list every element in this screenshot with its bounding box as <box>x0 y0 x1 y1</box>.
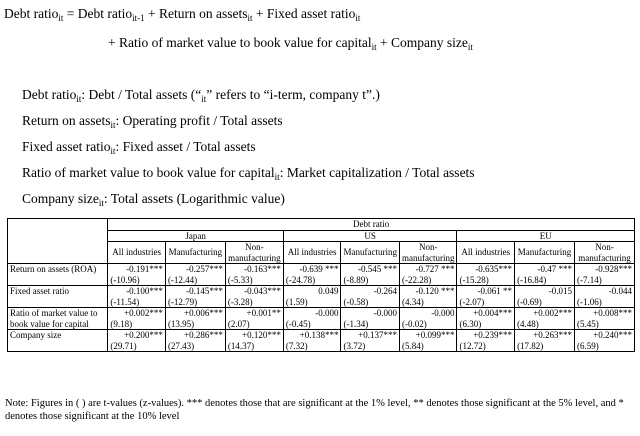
coefficient-cell: -0.257*** <box>165 264 225 275</box>
t-value-cell: (29.71) <box>108 341 166 352</box>
t-value-cell: (17.82) <box>515 341 575 352</box>
t-value-cell: (9.18) <box>108 319 166 330</box>
coefficient-cell: -0.163*** <box>225 264 283 275</box>
t-value-cell: (12.72) <box>457 341 515 352</box>
t-value-cell: (-1.06) <box>575 297 635 308</box>
region-japan: Japan <box>108 230 284 242</box>
t-value-cell: (-8.89) <box>341 275 399 286</box>
col-non-manufacturing: Non-manufacturing <box>575 242 635 264</box>
equation-line-2: + Ratio of market value to book value for capital$_{it}$ + Company size$_{it}$ <box>108 35 473 52</box>
t-value-cell: (-0.58) <box>341 297 399 308</box>
col-manufacturing: Manufacturing <box>515 242 575 264</box>
t-value-cell: (6.59) <box>575 341 635 352</box>
coefficient-cell: -0.145*** <box>165 286 225 297</box>
definition-company-size: Company size$_{it}$: Total assets (Logarithmic value) <box>22 191 285 208</box>
coefficient-cell: -0.191*** <box>108 264 166 275</box>
coefficient-cell: -0.044 <box>575 286 635 297</box>
definition-fixed-asset-ratio: Fixed asset ratio$_{it}$: Fixed asset / Total assets <box>22 139 256 156</box>
t-value-cell: (3.72) <box>341 341 399 352</box>
t-value-cell: (-24.78) <box>283 275 341 286</box>
t-value-cell: (-12.79) <box>165 297 225 308</box>
region-us: US <box>283 230 457 242</box>
coefficient-cell: +0.120*** <box>225 330 283 341</box>
coefficient-cell: +0.200*** <box>108 330 166 341</box>
col-manufacturing: Manufacturing <box>165 242 225 264</box>
coefficient-cell: +0.004*** <box>457 308 515 319</box>
t-value-cell: (2.07) <box>225 319 283 330</box>
definition-return-on-assets: Return on assets$_{it}$: Operating profit / Total assets <box>22 113 283 130</box>
row-label: Fixed asset ratio <box>8 286 108 308</box>
t-value-cell: (4.34) <box>399 297 456 308</box>
table-title: Debt ratio <box>108 219 635 231</box>
t-value-cell: (-0.02) <box>399 319 456 330</box>
coefficient-cell: +0.138*** <box>283 330 341 341</box>
corner-cell <box>8 219 108 264</box>
coefficient-cell: -0.000 <box>399 308 456 319</box>
coefficient-cell: -0.635*** <box>457 264 515 275</box>
t-value-cell: (5.45) <box>575 319 635 330</box>
results-table <box>7 218 635 352</box>
t-value-cell: (-22.28) <box>399 275 456 286</box>
region-eu: EU <box>457 230 635 242</box>
definition-debt-ratio: Debt ratio$_{it}$: Debt / Total assets (“$_{it}$” refers to “i-term, company t”.) <box>22 87 380 104</box>
coefficient-cell: +0.002*** <box>515 308 575 319</box>
t-value-cell: (13.95) <box>165 319 225 330</box>
table-row <box>8 330 635 341</box>
col-non-manufacturing: Non-manufacturing <box>225 242 283 264</box>
coefficient-cell: -0.120 *** <box>399 286 456 297</box>
table-header-row <box>8 219 635 231</box>
t-value-cell: (7.32) <box>283 341 341 352</box>
t-value-cell: (-7.14) <box>575 275 635 286</box>
t-value-cell: (27.43) <box>165 341 225 352</box>
row-label: Company size <box>8 330 108 352</box>
col-all-industries: All industries <box>108 242 166 264</box>
coefficient-cell: -0.639 *** <box>283 264 341 275</box>
t-value-cell: (-2.07) <box>457 297 515 308</box>
t-value-cell: (-12.44) <box>165 275 225 286</box>
coefficient-cell: -0.000 <box>341 308 399 319</box>
coefficient-cell: +0.008*** <box>575 308 635 319</box>
t-value-cell: (-0.45) <box>283 319 341 330</box>
coefficient-cell: -0.545 *** <box>341 264 399 275</box>
coefficient-cell: -0.000 <box>283 308 341 319</box>
coefficient-cell: +0.137*** <box>341 330 399 341</box>
coefficient-cell: -0.100*** <box>108 286 166 297</box>
t-value-cell: (-16.84) <box>515 275 575 286</box>
coefficient-cell: +0.240*** <box>575 330 635 341</box>
col-all-industries: All industries <box>283 242 341 264</box>
row-label: Ratio of market value to book value for capital <box>8 308 108 330</box>
coefficient-cell: -0.928*** <box>575 264 635 275</box>
col-non-manufacturing: Non-manufacturing <box>399 242 456 264</box>
t-value-cell: (-0.69) <box>515 297 575 308</box>
t-value-cell: (-1.34) <box>341 319 399 330</box>
t-value-cell: (-11.54) <box>108 297 166 308</box>
coefficient-cell: +0.002*** <box>108 308 166 319</box>
coefficient-cell: -0.043*** <box>225 286 283 297</box>
t-value-cell: (-10.96) <box>108 275 166 286</box>
t-value-cell: (-5.33) <box>225 275 283 286</box>
coefficient-cell: +0.006*** <box>165 308 225 319</box>
coefficient-cell: +0.286*** <box>165 330 225 341</box>
col-manufacturing: Manufacturing <box>341 242 399 264</box>
coefficient-cell: +0.001** <box>225 308 283 319</box>
coefficient-cell: +0.099*** <box>399 330 456 341</box>
table-row <box>8 308 635 319</box>
t-value-cell: (-15.28) <box>457 275 515 286</box>
t-value-cell: (4.48) <box>515 319 575 330</box>
coefficient-cell: -0.015 <box>515 286 575 297</box>
t-value-cell: (-3.28) <box>225 297 283 308</box>
coefficient-cell: -0.061 ** <box>457 286 515 297</box>
coefficient-cell: +0.239*** <box>457 330 515 341</box>
t-value-cell: (1.59) <box>283 297 341 308</box>
table-note: Note: Figures in ( ) are t-values (z-values). *** denotes those that are significant at the 1% level, ** denotes those significant at the 5% level, and * denotes those significant at the 10% level <box>5 398 624 422</box>
t-value-cell: (6.30) <box>457 319 515 330</box>
equation-line-1: Debt ratio$_{it}$ = Debt ratio$_{it-1}$ + Return on assets$_{it}$ + Fixed asset ratio$_{it}$ <box>4 6 361 23</box>
coefficient-cell: 0.049 <box>283 286 341 297</box>
row-label: Return on assets (ROA) <box>8 264 108 286</box>
coefficient-cell: -0.264 <box>341 286 399 297</box>
table-row <box>8 286 635 297</box>
coefficient-cell: -0.727 *** <box>399 264 456 275</box>
coefficient-cell: +0.263*** <box>515 330 575 341</box>
t-value-cell: (5.84) <box>399 341 456 352</box>
definition-market-to-book: Ratio of market value to book value for capital$_{it}$: Market capitalization / Total assets <box>22 165 475 182</box>
t-value-cell: (14.37) <box>225 341 283 352</box>
coefficient-cell: -0.47 *** <box>515 264 575 275</box>
col-all-industries: All industries <box>457 242 515 264</box>
table-row <box>8 264 635 275</box>
